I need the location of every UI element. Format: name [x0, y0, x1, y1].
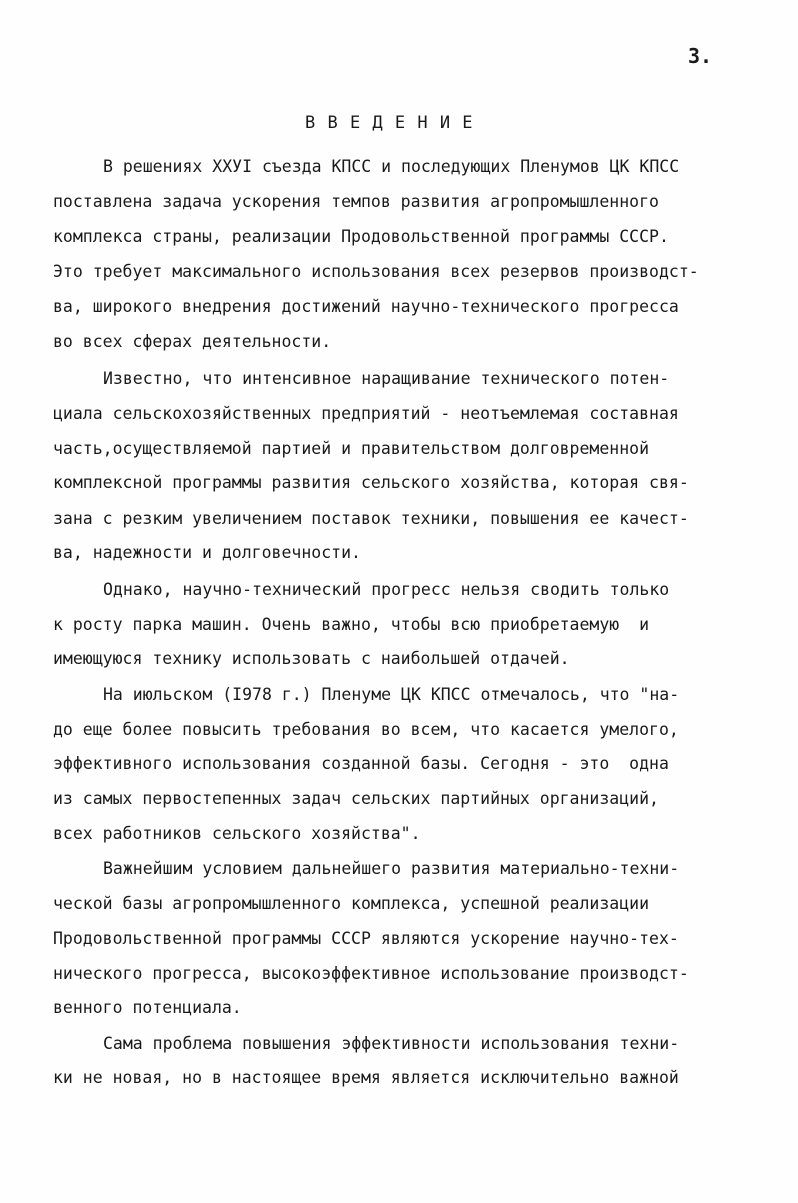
text-line: ческой базы агропромышленного комплекса, успешной реализации — [53, 894, 650, 913]
text-line: венного потенциала. — [53, 998, 242, 1017]
text-line: Это требует максимального использования всех резервов производст- — [53, 262, 699, 281]
text-line: комплексной программы развития сельского хозяйства, которая свя- — [53, 473, 689, 492]
text-line: В решениях ХХУI съезда КПСС и последующих Пленумов ЦК КПСС — [103, 157, 680, 176]
text-line: из самых первостепенных задач сельских партийных организаций, — [53, 789, 659, 808]
text-line: зана с резким увеличением поставок техники, повышения ее качест- — [53, 509, 689, 528]
text-line: поставлена задача ускорения темпов развития агропромышленного — [53, 192, 659, 211]
text-line: Продовольственной программы СССР являются ускорение научно-тех- — [53, 929, 679, 948]
text-line: Сама проблема повышения эффективности использования техни- — [103, 1034, 680, 1053]
text-line: имеющуюся технику использовать с наибольшей отдачей. — [53, 649, 570, 668]
text-line: комплекса страны, реализации Продовольственной программы СССР. — [53, 227, 669, 246]
text-line: ва, надежности и долговечности. — [53, 543, 361, 562]
text-line: эффективного использования созданной базы. Сегодня - это одна — [53, 754, 669, 773]
text-line: нического прогресса, высокоэффективное использование производст- — [53, 964, 689, 983]
text-line: Важнейшим условием дальнейшего развития материально-техни- — [103, 859, 680, 878]
text-line: На июльском (I978 г.) Пленуме ЦК КПСС отмечалось, что "на- — [103, 685, 680, 704]
text-line: всех работников сельского хозяйства". — [53, 824, 421, 843]
page-number: 3. — [688, 44, 713, 68]
text-line: циала сельскохозяйственных предприятий - неотъемлемая составная — [53, 404, 679, 423]
text-line: до еще более повысить требования во всем, что касается умелого, — [53, 720, 679, 739]
text-line: Однако, научно-технический прогресс нельзя сводить только — [103, 580, 670, 599]
section-heading: В В Е Д Е Н И Е — [305, 113, 474, 133]
text-line: Известно, что интенсивное наращивание технического потен- — [103, 369, 670, 388]
text-line: ки не новая, но в настоящее время является исключительно важной — [53, 1068, 679, 1087]
text-line: часть,осуществляемой партией и правительством долговременной — [53, 439, 650, 458]
text-line: ва, широкого внедрения достижений научно-технического прогресса — [53, 297, 679, 316]
text-line: к росту парка машин. Очень важно, чтобы всю приобретаемую и — [53, 615, 650, 634]
text-line: во всех сферах деятельности. — [53, 332, 332, 351]
